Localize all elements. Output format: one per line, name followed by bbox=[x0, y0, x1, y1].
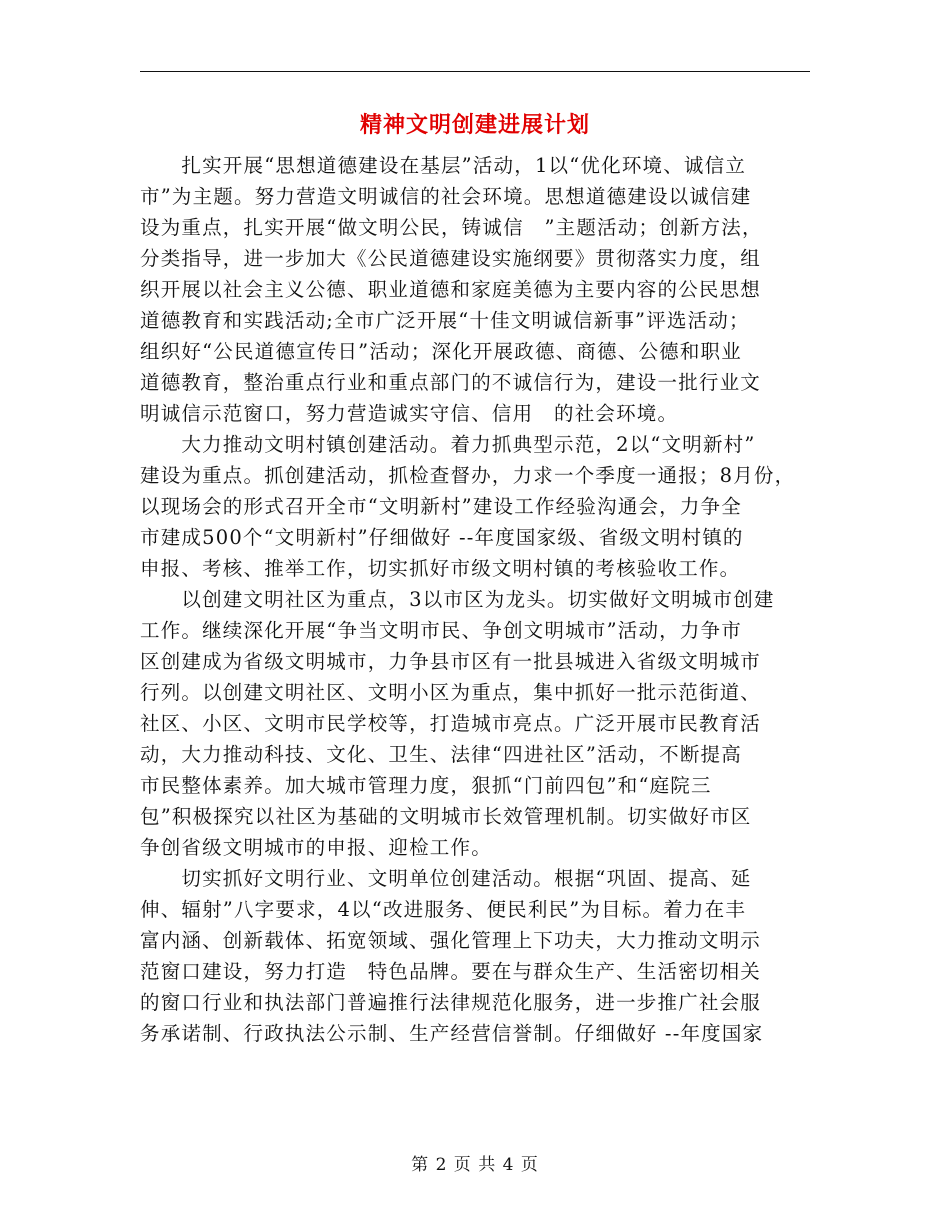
body-text-line: 道德教育，整治重点行业和重点部门的不诚信行为，建设一批行业文 bbox=[140, 371, 762, 394]
body-text-line: 设为重点，扎实开展“做文明公民，铸诚信 ”主题活动；创新方法， bbox=[140, 216, 763, 239]
body-text-line: 道德教育和实践活动;全市广泛开展“十佳文明诚信新事”评选活动； bbox=[140, 309, 750, 332]
body-text-line: 市民整体素养。加大城市管理力度，狠抓“门前四包”和“庭院三 bbox=[140, 774, 712, 797]
body-text-line: 明诚信示范窗口，努力营造诚实守信、信用 的社会环境。 bbox=[140, 402, 679, 425]
body-text-line: 申报、考核、推举工作，切实抓好市级文明村镇的考核验收工作。 bbox=[140, 557, 741, 580]
body-text-line: 争创省级文明城市的申报、迎检工作。 bbox=[140, 836, 492, 859]
body-text-line: 大力推动文明村镇创建活动。着力抓典型示范，2以“文明新村” bbox=[140, 433, 756, 456]
body-text-line: 市”为主题。努力营造文明诚信的社会环境。思想道德建设以诚信建 bbox=[140, 185, 752, 208]
body-text-line: 包”积极探究以社区为基础的文明城市长效管理机制。切实做好市区 bbox=[140, 805, 752, 828]
body-text-line: 富内涵、创新载体、拓宽领域、强化管理上下功夫，大力推动文明示 bbox=[140, 929, 762, 952]
body-text-line: 以现场会的形式召开全市“文明新村”建设工作经验沟通会，力争全 bbox=[140, 495, 742, 518]
document-title: 精神文明创建进展计划 bbox=[359, 112, 590, 138]
body-text-line: 建设为重点。抓创建活动，抓检查督办，力求一个季度一通报；8月份， bbox=[140, 464, 796, 487]
body-text-line: 务承诺制、行政执法公示制、生产经营信誉制。仔细做好 --年度国家 bbox=[140, 1022, 764, 1045]
body-text-line: 分类指导，进一步加大《公民道德建设实施纲要》贯彻落实力度，组 bbox=[140, 247, 762, 270]
page-footer: 第 2 页 共 4 页 bbox=[411, 1155, 539, 1175]
body-text-line: 切实抓好文明行业、文明单位创建活动。根据“巩固、提高、延 bbox=[140, 867, 752, 890]
body-text-line: 织开展以社会主义公德、职业道德和家庭美德为主要内容的公民思想 bbox=[140, 278, 762, 301]
body-text-line: 组织好“公民道德宣传日”活动；深化开展政德、商德、公德和职业 bbox=[140, 340, 742, 363]
body-text-line: 市建成500个“文明新村”仔细做好 --年度国家级、省级文明村镇的 bbox=[140, 526, 744, 549]
header-rule bbox=[140, 71, 810, 72]
body-text-line: 社区、小区、文明市民学校等，打造城市亮点。广泛开展市民教育活 bbox=[140, 712, 762, 735]
body-text-line: 以创建文明社区为重点，3以市区为龙头。切实做好文明城市创建 bbox=[140, 588, 775, 611]
body-text-line: 区创建成为省级文明城市，力争县市区有一批县城进入省级文明城市 bbox=[140, 650, 762, 673]
body-text-line: 扎实开展“思想道德建设在基层”活动，1以“优化环境、诚信立 bbox=[140, 154, 747, 177]
body-text-line: 范窗口建设，努力打造 特色品牌。要在与群众生产、生活密切相关 bbox=[140, 960, 762, 983]
body-text-line: 行列。以创建文明社区、文明小区为重点，集中抓好一批示范街道、 bbox=[140, 681, 762, 704]
body-text-line: 的窗口行业和执法部门普遍推行法律规范化服务，进一步推广社会服 bbox=[140, 991, 762, 1014]
body-text-line: 伸、辐射”八字要求，4以“改进服务、便民利民”为目标。着力在丰 bbox=[140, 898, 747, 921]
body-text-line: 工作。继续深化开展“争当文明市民、争创文明城市”活动，力争市 bbox=[140, 619, 742, 642]
document-body bbox=[140, 150, 815, 1049]
body-text-line: 动，大力推动科技、文化、卫生、法律“四进社区”活动，不断提高 bbox=[140, 743, 742, 766]
